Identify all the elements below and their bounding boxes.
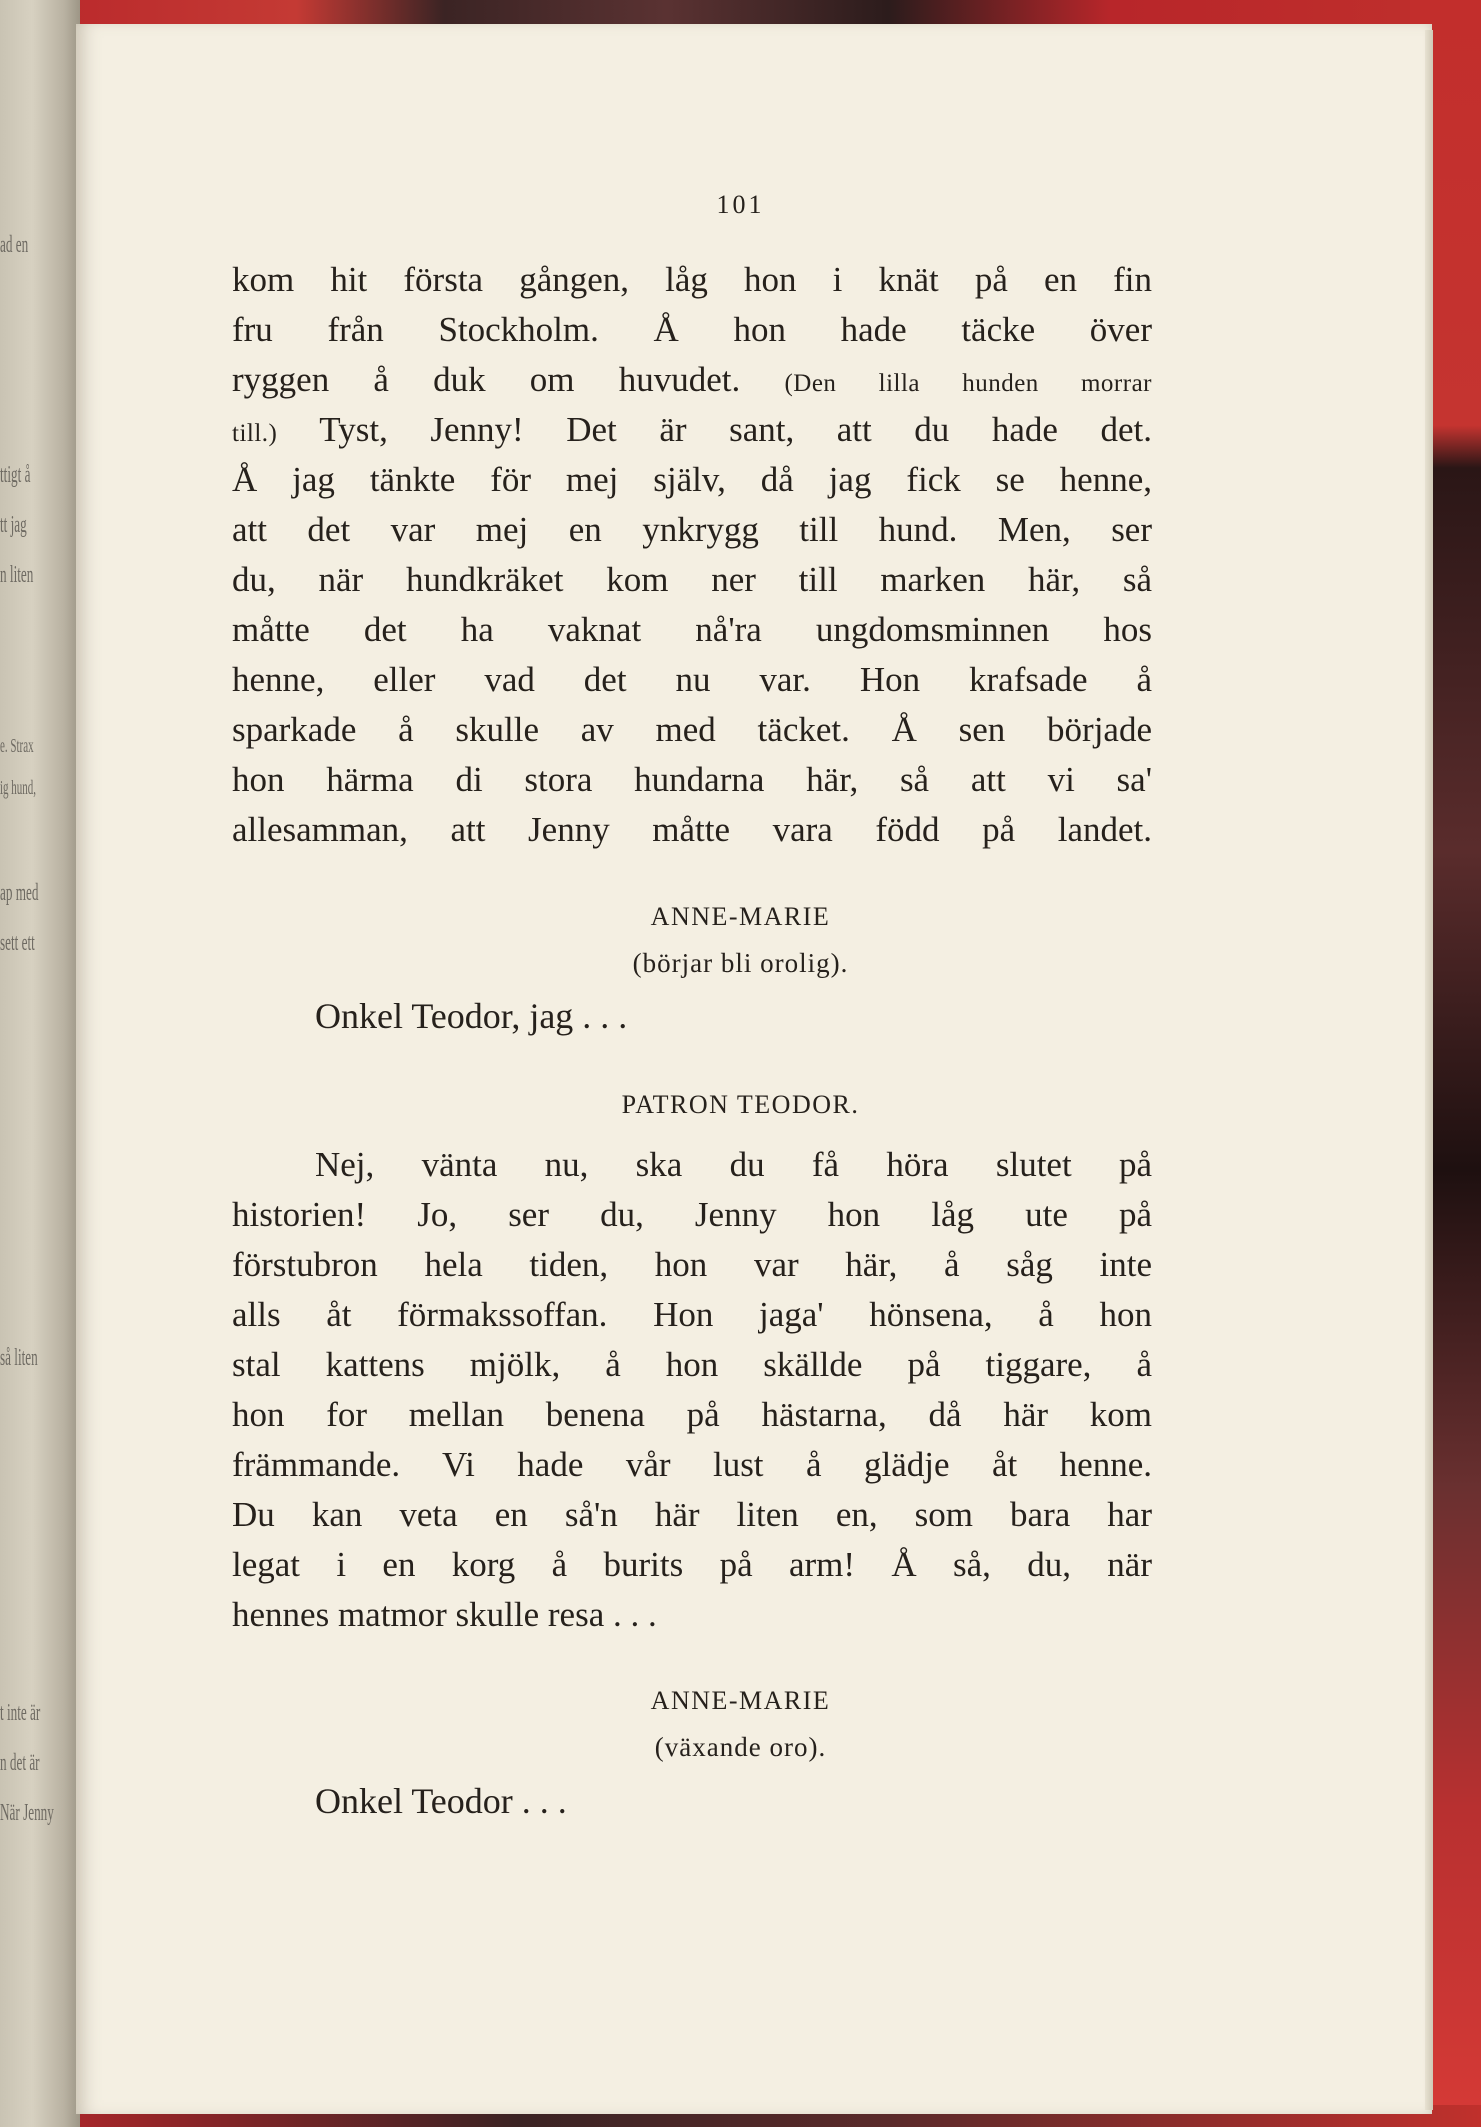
text-line: hennes matmor skulle resa . . . <box>232 1595 657 1634</box>
text-line: Nej, vänta nu, ska du få höra slutet på <box>315 1145 1152 1184</box>
stage-direction: (Den lilla hunden morrar <box>784 370 1153 397</box>
page-edge <box>1425 30 1433 2110</box>
speech-line: Onkel Teodor, jag . . . <box>315 996 628 1036</box>
text-line: historien! Jo, ser du, Jenny hon låg ute på <box>232 1195 1152 1234</box>
text-line: kom hit första gången, låg hon i knät på en fin <box>232 260 1152 299</box>
text-line: alls åt förmakssoffan. Hon jaga' hönsena, å hon <box>232 1295 1152 1334</box>
text-line: främmande. Vi hade vår lust å glädje åt henne. <box>232 1445 1152 1484</box>
text-line: Du kan veta en så'n här liten en, som bara har <box>232 1495 1152 1534</box>
speaker-name: ANNE-MARIE <box>650 1686 831 1715</box>
page-number: 101 <box>716 190 765 219</box>
text-line: henne, eller vad det nu var. Hon krafsade å <box>232 660 1152 699</box>
left-fragment: ig hund, <box>0 777 37 799</box>
previous-page-edge <box>0 0 80 2127</box>
left-fragment: tt jag <box>0 512 27 538</box>
left-fragment: n det är <box>0 1750 40 1776</box>
text-line: du, när hundkräket kom ner till marken här, så <box>232 560 1152 599</box>
speech-line: Onkel Teodor . . . <box>315 1781 567 1821</box>
left-fragment: sett ett <box>0 930 35 956</box>
text-line <box>232 405 1152 459</box>
left-fragment: e. Strax <box>0 735 34 757</box>
text-line: att det var mej en ynkrygg till hund. Men, ser <box>232 510 1152 549</box>
left-fragment: När Jenny <box>0 1800 54 1826</box>
text-line: måtte det ha vaknat nå'ra ungdomsminnen hos <box>232 610 1152 649</box>
left-fragment: ap med <box>0 880 39 906</box>
left-fragment: ttigt å <box>0 462 31 488</box>
text-line: Å jag tänkte för mej själv, då jag fick se henne, <box>232 460 1152 499</box>
text-span: ryggen å duk om huvudet. <box>232 360 741 399</box>
text-line: stal kattens mjölk, å hon skällde på tiggare, å <box>232 1345 1152 1384</box>
left-fragment: så liten <box>0 1345 38 1371</box>
text-line <box>232 355 1152 409</box>
left-fragment: t inte är <box>0 1700 41 1726</box>
text-line: sparkade å skulle av med täcket. Å sen började <box>232 710 1152 749</box>
stage-direction: (växande oro). <box>654 1732 827 1762</box>
text-line: hon härma di stora hundarna här, så att vi sa' <box>232 760 1152 799</box>
left-fragment: ad en <box>0 232 29 258</box>
text-span: Tyst, Jenny! Det är sant, att du hade det. <box>319 410 1152 449</box>
text-line: fru från Stockholm. Å hon hade täcke över <box>232 310 1152 349</box>
text-line: allesamman, att Jenny måtte vara född på landet. <box>232 810 1152 849</box>
speaker-name: ANNE-MARIE <box>650 902 831 931</box>
text-line: förstubron hela tiden, hon var här, å såg inte <box>232 1245 1152 1284</box>
stage-direction: till.) <box>232 420 278 447</box>
text-line: hon for mellan benena på hästarna, då här kom <box>232 1395 1152 1434</box>
stage-direction: (börjar bli orolig). <box>632 948 849 978</box>
speaker-name: PATRON TEODOR. <box>621 1090 860 1119</box>
text-line: legat i en korg å burits på arm! Å så, du, när <box>232 1545 1152 1584</box>
left-fragment: n liten <box>0 562 34 588</box>
